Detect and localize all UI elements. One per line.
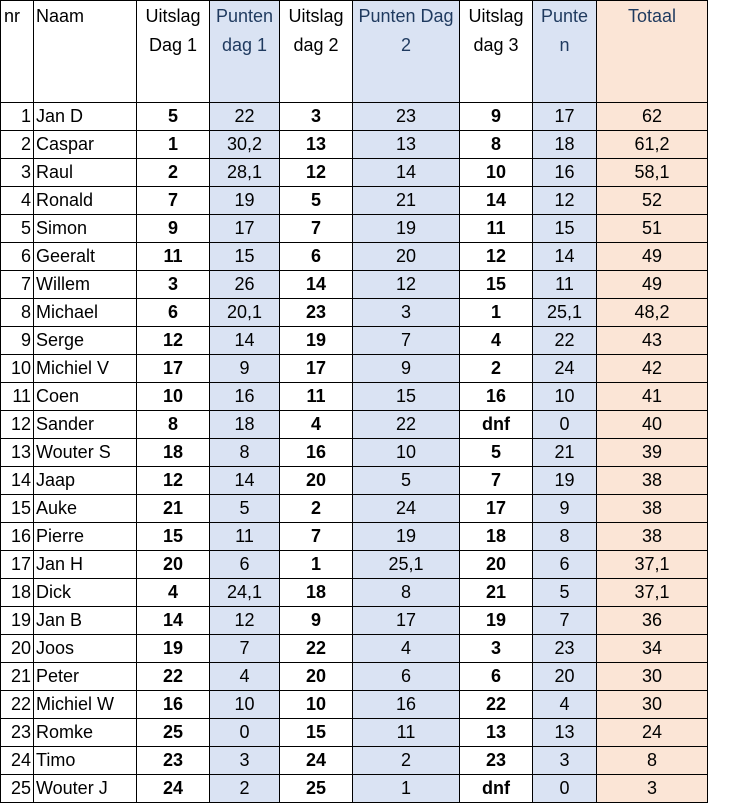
cell-uitslag-dag-3[interactable]: 7 xyxy=(460,467,533,495)
cell-naam[interactable]: Pierre xyxy=(34,523,137,551)
cell-uitslag-dag-1[interactable]: 14 xyxy=(137,607,210,635)
cell-naam[interactable]: Timo xyxy=(34,747,137,775)
cell-punten-dag-1[interactable]: 26 xyxy=(210,271,280,299)
cell-nr[interactable]: 20 xyxy=(1,635,34,663)
cell-uitslag-dag-1[interactable]: 3 xyxy=(137,271,210,299)
cell-uitslag-dag-3[interactable]: 19 xyxy=(460,607,533,635)
cell-punten-dag-2[interactable]: 19 xyxy=(353,523,460,551)
cell-uitslag-dag-1[interactable]: 11 xyxy=(137,243,210,271)
cell-punten-dag-2[interactable]: 4 xyxy=(353,635,460,663)
cell-punten-dag-3[interactable]: 22 xyxy=(533,327,597,355)
cell-uitslag-dag-1[interactable]: 24 xyxy=(137,775,210,803)
cell-uitslag-dag-3[interactable]: 14 xyxy=(460,187,533,215)
table-row xyxy=(1,551,708,579)
cell-naam[interactable]: Dick xyxy=(34,579,137,607)
cell-totaal[interactable]: 40 xyxy=(597,411,708,439)
cell-punten-dag-2[interactable]: 5 xyxy=(353,467,460,495)
cell-uitslag-dag-3[interactable]: 1 xyxy=(460,299,533,327)
cell-totaal[interactable]: 34 xyxy=(597,635,708,663)
cell-naam[interactable]: Michiel V xyxy=(34,355,137,383)
cell-uitslag-dag-2[interactable]: 19 xyxy=(280,327,353,355)
table-row xyxy=(1,775,708,803)
cell-punten-dag-1[interactable]: 14 xyxy=(210,467,280,495)
cell-totaal[interactable]: 42 xyxy=(597,355,708,383)
cell-uitslag-dag-3[interactable]: 21 xyxy=(460,579,533,607)
cell-uitslag-dag-2[interactable]: 16 xyxy=(280,439,353,467)
cell-punten-dag-1[interactable]: 10 xyxy=(210,691,280,719)
cell-punten-dag-2[interactable]: 22 xyxy=(353,411,460,439)
table-row xyxy=(1,747,708,775)
cell-naam[interactable]: Caspar xyxy=(34,131,137,159)
cell-punten-dag-3[interactable]: 15 xyxy=(533,215,597,243)
cell-uitslag-dag-2[interactable]: 2 xyxy=(280,495,353,523)
cell-totaal[interactable]: 58,1 xyxy=(597,159,708,187)
cell-punten-dag-3[interactable]: 18 xyxy=(533,131,597,159)
cell-punten-dag-2[interactable]: 10 xyxy=(353,439,460,467)
cell-punten-dag-3[interactable]: 3 xyxy=(533,747,597,775)
table-row xyxy=(1,187,708,215)
cell-uitslag-dag-3[interactable]: 8 xyxy=(460,131,533,159)
cell-punten-dag-3[interactable]: 6 xyxy=(533,551,597,579)
cell-punten-dag-1[interactable]: 30,2 xyxy=(210,131,280,159)
table-row xyxy=(1,663,708,691)
cell-nr[interactable]: 23 xyxy=(1,719,34,747)
cell-punten-dag-2[interactable]: 12 xyxy=(353,271,460,299)
cell-uitslag-dag-1[interactable]: 12 xyxy=(137,467,210,495)
table-row xyxy=(1,579,708,607)
cell-punten-dag-1[interactable]: 4 xyxy=(210,663,280,691)
cell-uitslag-dag-2[interactable]: 7 xyxy=(280,215,353,243)
cell-punten-dag-3[interactable]: 17 xyxy=(533,103,597,131)
cell-naam[interactable]: Jaap xyxy=(34,467,137,495)
table-row xyxy=(1,439,708,467)
header-uitslag-dag-3[interactable]: Uitslag dag 3 xyxy=(460,1,533,103)
table-row xyxy=(1,355,708,383)
table-row xyxy=(1,383,708,411)
cell-totaal[interactable]: 39 xyxy=(597,439,708,467)
cell-uitslag-dag-3[interactable]: dnf xyxy=(460,411,533,439)
cell-totaal[interactable]: 49 xyxy=(597,271,708,299)
cell-nr[interactable]: 13 xyxy=(1,439,34,467)
cell-uitslag-dag-1[interactable]: 2 xyxy=(137,159,210,187)
cell-naam[interactable]: Geeralt xyxy=(34,243,137,271)
header-naam[interactable]: Naam xyxy=(34,1,137,103)
table-row xyxy=(1,719,708,747)
cell-uitslag-dag-3[interactable]: 2 xyxy=(460,355,533,383)
cell-uitslag-dag-1[interactable]: 5 xyxy=(137,103,210,131)
cell-punten-dag-2[interactable]: 20 xyxy=(353,243,460,271)
cell-punten-dag-1[interactable]: 5 xyxy=(210,495,280,523)
cell-nr[interactable]: 22 xyxy=(1,691,34,719)
cell-nr[interactable]: 18 xyxy=(1,579,34,607)
cell-uitslag-dag-1[interactable]: 9 xyxy=(137,215,210,243)
table-row xyxy=(1,131,708,159)
cell-punten-dag-2[interactable]: 6 xyxy=(353,663,460,691)
cell-uitslag-dag-2[interactable]: 9 xyxy=(280,607,353,635)
header-punten-dag-1[interactable]: Punten dag 1 xyxy=(210,1,280,103)
header-uitslag-dag-2[interactable]: Uitslag dag 2 xyxy=(280,1,353,103)
cell-totaal[interactable]: 36 xyxy=(597,607,708,635)
cell-uitslag-dag-3[interactable]: 11 xyxy=(460,215,533,243)
cell-punten-dag-1[interactable]: 24,1 xyxy=(210,579,280,607)
cell-totaal[interactable]: 41 xyxy=(597,383,708,411)
cell-uitslag-dag-2[interactable]: 24 xyxy=(280,747,353,775)
cell-totaal[interactable]: 51 xyxy=(597,215,708,243)
cell-uitslag-dag-2[interactable]: 22 xyxy=(280,635,353,663)
table-row xyxy=(1,691,708,719)
table-row xyxy=(1,243,708,271)
table-row xyxy=(1,607,708,635)
cell-nr[interactable]: 9 xyxy=(1,327,34,355)
cell-totaal[interactable]: 48,2 xyxy=(597,299,708,327)
cell-punten-dag-1[interactable]: 7 xyxy=(210,635,280,663)
table-row xyxy=(1,159,708,187)
cell-uitslag-dag-1[interactable]: 6 xyxy=(137,299,210,327)
cell-punten-dag-1[interactable]: 22 xyxy=(210,103,280,131)
cell-punten-dag-3[interactable]: 5 xyxy=(533,579,597,607)
cell-uitslag-dag-3[interactable]: dnf xyxy=(460,775,533,803)
cell-naam[interactable]: Willem xyxy=(34,271,137,299)
cell-uitslag-dag-3[interactable]: 6 xyxy=(460,663,533,691)
cell-punten-dag-2[interactable]: 13 xyxy=(353,131,460,159)
cell-punten-dag-2[interactable]: 1 xyxy=(353,775,460,803)
header-nr[interactable]: nr xyxy=(1,1,34,103)
cell-totaal[interactable]: 62 xyxy=(597,103,708,131)
cell-punten-dag-1[interactable]: 12 xyxy=(210,607,280,635)
cell-uitslag-dag-3[interactable]: 15 xyxy=(460,271,533,299)
cell-nr[interactable]: 16 xyxy=(1,523,34,551)
cell-uitslag-dag-1[interactable]: 18 xyxy=(137,439,210,467)
cell-totaal[interactable]: 30 xyxy=(597,691,708,719)
cell-uitslag-dag-2[interactable]: 7 xyxy=(280,523,353,551)
cell-uitslag-dag-2[interactable]: 14 xyxy=(280,271,353,299)
cell-uitslag-dag-1[interactable]: 21 xyxy=(137,495,210,523)
table-row xyxy=(1,635,708,663)
cell-nr[interactable]: 3 xyxy=(1,159,34,187)
cell-naam[interactable]: Jan H xyxy=(34,551,137,579)
cell-punten-dag-1[interactable]: 19 xyxy=(210,187,280,215)
cell-uitslag-dag-2[interactable]: 20 xyxy=(280,467,353,495)
cell-uitslag-dag-2[interactable]: 11 xyxy=(280,383,353,411)
cell-naam[interactable]: Jan D xyxy=(34,103,137,131)
cell-punten-dag-2[interactable]: 2 xyxy=(353,747,460,775)
cell-uitslag-dag-1[interactable]: 15 xyxy=(137,523,210,551)
cell-punten-dag-3[interactable]: 4 xyxy=(533,691,597,719)
cell-uitslag-dag-2[interactable]: 1 xyxy=(280,551,353,579)
cell-punten-dag-2[interactable]: 23 xyxy=(353,103,460,131)
cell-nr[interactable]: 24 xyxy=(1,747,34,775)
cell-totaal[interactable]: 43 xyxy=(597,327,708,355)
cell-totaal[interactable]: 38 xyxy=(597,523,708,551)
header-punten-dag-2[interactable]: Punten Dag 2 xyxy=(353,1,460,103)
cell-punten-dag-3[interactable]: 16 xyxy=(533,159,597,187)
cell-uitslag-dag-1[interactable]: 7 xyxy=(137,187,210,215)
table-row xyxy=(1,411,708,439)
cell-punten-dag-1[interactable]: 6 xyxy=(210,551,280,579)
cell-punten-dag-1[interactable]: 15 xyxy=(210,243,280,271)
header-punten-dag-3[interactable]: Punten xyxy=(533,1,597,103)
cell-punten-dag-2[interactable]: 25,1 xyxy=(353,551,460,579)
cell-uitslag-dag-2[interactable]: 10 xyxy=(280,691,353,719)
cell-uitslag-dag-1[interactable]: 1 xyxy=(137,131,210,159)
cell-naam[interactable]: Sander xyxy=(34,411,137,439)
cell-punten-dag-3[interactable]: 14 xyxy=(533,243,597,271)
cell-punten-dag-3[interactable]: 12 xyxy=(533,187,597,215)
cell-punten-dag-3[interactable]: 9 xyxy=(533,495,597,523)
cell-uitslag-dag-3[interactable]: 5 xyxy=(460,439,533,467)
cell-uitslag-dag-2[interactable]: 20 xyxy=(280,663,353,691)
cell-totaal[interactable]: 38 xyxy=(597,495,708,523)
cell-totaal[interactable]: 52 xyxy=(597,187,708,215)
cell-uitslag-dag-3[interactable]: 16 xyxy=(460,383,533,411)
cell-punten-dag-3[interactable]: 11 xyxy=(533,271,597,299)
cell-naam[interactable]: Auke xyxy=(34,495,137,523)
cell-nr[interactable]: 14 xyxy=(1,467,34,495)
cell-nr[interactable]: 4 xyxy=(1,187,34,215)
cell-punten-dag-1[interactable]: 9 xyxy=(210,355,280,383)
cell-uitslag-dag-1[interactable]: 4 xyxy=(137,579,210,607)
cell-nr[interactable]: 15 xyxy=(1,495,34,523)
cell-naam[interactable]: Ronald xyxy=(34,187,137,215)
cell-nr[interactable]: 10 xyxy=(1,355,34,383)
cell-nr[interactable]: 21 xyxy=(1,663,34,691)
cell-nr[interactable]: 17 xyxy=(1,551,34,579)
cell-totaal[interactable]: 8 xyxy=(597,747,708,775)
cell-uitslag-dag-1[interactable]: 22 xyxy=(137,663,210,691)
cell-totaal[interactable]: 37,1 xyxy=(597,579,708,607)
cell-punten-dag-1[interactable]: 8 xyxy=(210,439,280,467)
cell-naam[interactable]: Jan B xyxy=(34,607,137,635)
cell-punten-dag-3[interactable]: 24 xyxy=(533,355,597,383)
cell-punten-dag-2[interactable]: 16 xyxy=(353,691,460,719)
cell-uitslag-dag-1[interactable]: 8 xyxy=(137,411,210,439)
table-row xyxy=(1,103,708,131)
cell-punten-dag-1[interactable]: 28,1 xyxy=(210,159,280,187)
cell-punten-dag-2[interactable]: 19 xyxy=(353,215,460,243)
cell-uitslag-dag-2[interactable]: 4 xyxy=(280,411,353,439)
cell-punten-dag-2[interactable]: 3 xyxy=(353,299,460,327)
cell-uitslag-dag-2[interactable]: 3 xyxy=(280,103,353,131)
cell-punten-dag-1[interactable]: 2 xyxy=(210,775,280,803)
cell-uitslag-dag-1[interactable]: 10 xyxy=(137,383,210,411)
cell-uitslag-dag-2[interactable]: 15 xyxy=(280,719,353,747)
table-row xyxy=(1,327,708,355)
cell-punten-dag-1[interactable]: 3 xyxy=(210,747,280,775)
table-row xyxy=(1,271,708,299)
cell-punten-dag-1[interactable]: 20,1 xyxy=(210,299,280,327)
cell-punten-dag-2[interactable]: 15 xyxy=(353,383,460,411)
cell-uitslag-dag-1[interactable]: 25 xyxy=(137,719,210,747)
cell-uitslag-dag-1[interactable]: 20 xyxy=(137,551,210,579)
cell-punten-dag-2[interactable]: 24 xyxy=(353,495,460,523)
cell-uitslag-dag-2[interactable]: 23 xyxy=(280,299,353,327)
cell-naam[interactable]: Raul xyxy=(34,159,137,187)
cell-uitslag-dag-3[interactable]: 18 xyxy=(460,523,533,551)
cell-punten-dag-3[interactable]: 25,1 xyxy=(533,299,597,327)
cell-naam[interactable]: Romke xyxy=(34,719,137,747)
cell-punten-dag-3[interactable]: 7 xyxy=(533,607,597,635)
cell-uitslag-dag-3[interactable]: 22 xyxy=(460,691,533,719)
cell-uitslag-dag-3[interactable]: 10 xyxy=(460,159,533,187)
cell-punten-dag-1[interactable]: 0 xyxy=(210,719,280,747)
cell-naam[interactable]: Michael xyxy=(34,299,137,327)
cell-punten-dag-3[interactable]: 0 xyxy=(533,411,597,439)
cell-uitslag-dag-1[interactable]: 19 xyxy=(137,635,210,663)
cell-nr[interactable]: 11 xyxy=(1,383,34,411)
cell-uitslag-dag-1[interactable]: 17 xyxy=(137,355,210,383)
cell-punten-dag-3[interactable]: 13 xyxy=(533,719,597,747)
table-row xyxy=(1,523,708,551)
cell-totaal[interactable]: 30 xyxy=(597,663,708,691)
cell-naam[interactable]: Coen xyxy=(34,383,137,411)
cell-punten-dag-1[interactable]: 16 xyxy=(210,383,280,411)
cell-naam[interactable]: Wouter J xyxy=(34,775,137,803)
cell-punten-dag-1[interactable]: 18 xyxy=(210,411,280,439)
cell-punten-dag-2[interactable]: 14 xyxy=(353,159,460,187)
cell-naam[interactable]: Wouter S xyxy=(34,439,137,467)
cell-nr[interactable]: 2 xyxy=(1,131,34,159)
cell-totaal[interactable]: 49 xyxy=(597,243,708,271)
cell-uitslag-dag-2[interactable]: 12 xyxy=(280,159,353,187)
cell-totaal[interactable]: 38 xyxy=(597,467,708,495)
cell-uitslag-dag-2[interactable]: 5 xyxy=(280,187,353,215)
table-row xyxy=(1,299,708,327)
cell-uitslag-dag-3[interactable]: 9 xyxy=(460,103,533,131)
header-uitslag-dag-1[interactable]: Uitslag Dag 1 xyxy=(137,1,210,103)
cell-punten-dag-2[interactable]: 21 xyxy=(353,187,460,215)
cell-uitslag-dag-1[interactable]: 12 xyxy=(137,327,210,355)
cell-punten-dag-2[interactable]: 17 xyxy=(353,607,460,635)
cell-nr[interactable]: 1 xyxy=(1,103,34,131)
cell-uitslag-dag-3[interactable]: 20 xyxy=(460,551,533,579)
table-body xyxy=(1,103,708,803)
cell-totaal[interactable]: 37,1 xyxy=(597,551,708,579)
cell-totaal[interactable]: 61,2 xyxy=(597,131,708,159)
cell-totaal[interactable]: 24 xyxy=(597,719,708,747)
cell-punten-dag-3[interactable]: 20 xyxy=(533,663,597,691)
cell-punten-dag-3[interactable]: 0 xyxy=(533,775,597,803)
header-row xyxy=(1,1,708,103)
cell-uitslag-dag-1[interactable]: 23 xyxy=(137,747,210,775)
cell-nr[interactable]: 7 xyxy=(1,271,34,299)
cell-naam[interactable]: Simon xyxy=(34,215,137,243)
cell-punten-dag-3[interactable]: 19 xyxy=(533,467,597,495)
cell-nr[interactable]: 6 xyxy=(1,243,34,271)
cell-nr[interactable]: 25 xyxy=(1,775,34,803)
cell-uitslag-dag-2[interactable]: 6 xyxy=(280,243,353,271)
cell-uitslag-dag-3[interactable]: 13 xyxy=(460,719,533,747)
cell-nr[interactable]: 19 xyxy=(1,607,34,635)
cell-naam[interactable]: Joos xyxy=(34,635,137,663)
table-row xyxy=(1,495,708,523)
cell-punten-dag-1[interactable]: 11 xyxy=(210,523,280,551)
cell-punten-dag-2[interactable]: 11 xyxy=(353,719,460,747)
table-row xyxy=(1,215,708,243)
cell-punten-dag-3[interactable]: 21 xyxy=(533,439,597,467)
table-row xyxy=(1,467,708,495)
cell-punten-dag-1[interactable]: 17 xyxy=(210,215,280,243)
cell-punten-dag-2[interactable]: 9 xyxy=(353,355,460,383)
cell-uitslag-dag-3[interactable]: 23 xyxy=(460,747,533,775)
cell-totaal[interactable]: 3 xyxy=(597,775,708,803)
cell-punten-dag-3[interactable]: 8 xyxy=(533,523,597,551)
cell-uitslag-dag-2[interactable]: 13 xyxy=(280,131,353,159)
cell-punten-dag-2[interactable]: 7 xyxy=(353,327,460,355)
cell-naam[interactable]: Michiel W xyxy=(34,691,137,719)
cell-uitslag-dag-3[interactable]: 12 xyxy=(460,243,533,271)
cell-nr[interactable]: 5 xyxy=(1,215,34,243)
cell-nr[interactable]: 8 xyxy=(1,299,34,327)
cell-uitslag-dag-2[interactable]: 18 xyxy=(280,579,353,607)
cell-punten-dag-3[interactable]: 23 xyxy=(533,635,597,663)
cell-nr[interactable]: 12 xyxy=(1,411,34,439)
cell-uitslag-dag-3[interactable]: 17 xyxy=(460,495,533,523)
header-totaal[interactable]: Totaal xyxy=(597,1,708,103)
cell-uitslag-dag-2[interactable]: 25 xyxy=(280,775,353,803)
cell-naam[interactable]: Peter xyxy=(34,663,137,691)
cell-naam[interactable]: Serge xyxy=(34,327,137,355)
cell-uitslag-dag-3[interactable]: 3 xyxy=(460,635,533,663)
cell-uitslag-dag-2[interactable]: 17 xyxy=(280,355,353,383)
cell-uitslag-dag-3[interactable]: 4 xyxy=(460,327,533,355)
cell-punten-dag-3[interactable]: 10 xyxy=(533,383,597,411)
cell-punten-dag-1[interactable]: 14 xyxy=(210,327,280,355)
cell-punten-dag-2[interactable]: 8 xyxy=(353,579,460,607)
cell-uitslag-dag-1[interactable]: 16 xyxy=(137,691,210,719)
